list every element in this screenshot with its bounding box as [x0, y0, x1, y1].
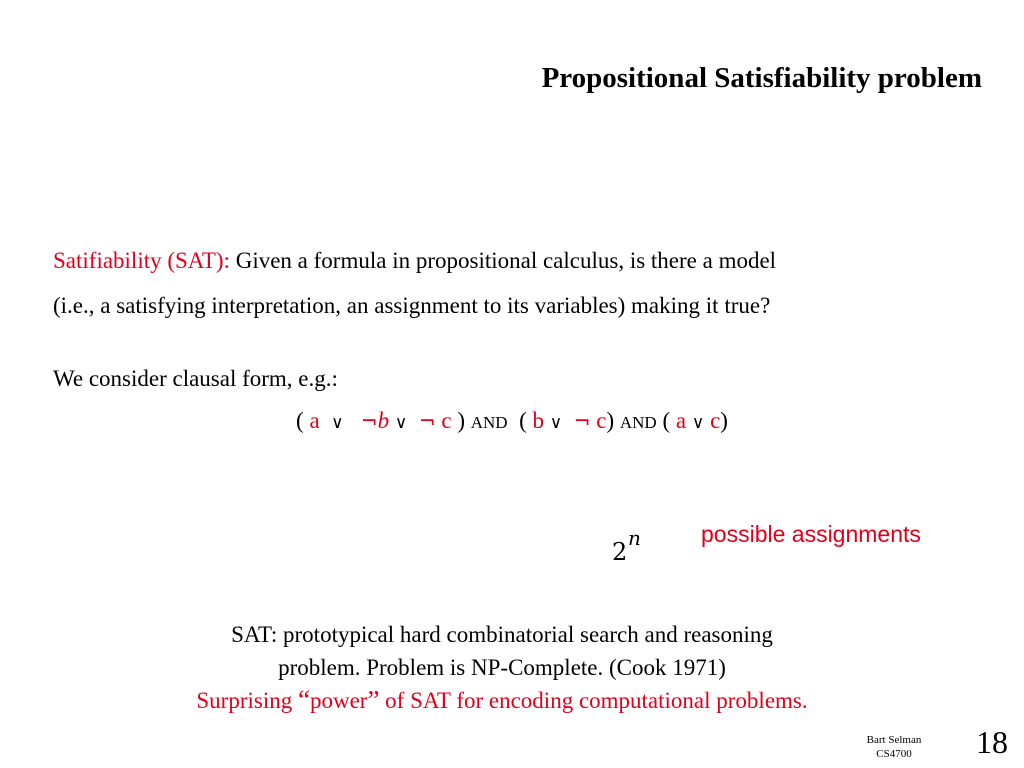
- page-number: 18: [976, 724, 1008, 760]
- var-c: c: [441, 408, 452, 433]
- var-b: b: [377, 408, 390, 433]
- summary-line-3-a: Surprising: [196, 688, 298, 713]
- paren-close: ): [457, 408, 465, 433]
- or-symbol: ∨: [331, 413, 344, 433]
- example-formula: [0, 408, 1024, 434]
- and-keyword: AND: [619, 413, 657, 432]
- summary-line-3-c: of SAT for encoding computational problems.: [379, 688, 808, 713]
- not-symbol: ¬: [360, 409, 378, 433]
- summary-line-1: SAT: prototypical hard combinatorial search and reasoning: [231, 622, 773, 647]
- footer-credit: [854, 733, 934, 761]
- power-base: 2: [612, 538, 628, 566]
- or-symbol: ∨: [549, 413, 563, 433]
- paren-close: ): [606, 408, 615, 433]
- definition-text-1: Given a formula in propositional calculus, is there a model: [229, 248, 777, 273]
- footer-course: CS4700: [876, 748, 912, 760]
- sat-summary: [0, 618, 1004, 717]
- paren-close: ): [720, 408, 728, 433]
- possible-assignments-label: possible assignments: [701, 521, 921, 547]
- var-c: c: [710, 408, 721, 433]
- var-a: a: [675, 408, 687, 433]
- power-exponent: n: [628, 526, 641, 550]
- var-b: b: [532, 408, 545, 433]
- paren-open: (: [519, 408, 527, 433]
- or-symbol: ∨: [394, 413, 408, 433]
- and-keyword: AND: [470, 413, 508, 432]
- slide-title: Propositional Satisfiability problem: [541, 62, 982, 94]
- summary-line-3-b: power: [309, 688, 368, 713]
- quote-open: “: [297, 685, 310, 715]
- paren-open: (: [296, 408, 304, 433]
- clausal-form-intro: We consider clausal form, e.g.:: [53, 366, 338, 391]
- footer-author: Bart Selman: [866, 734, 922, 746]
- quote-close: ”: [367, 685, 380, 715]
- definition-line-1: [53, 238, 993, 283]
- summary-line-2: problem. Problem is NP-Complete. (Cook 1971): [278, 655, 726, 680]
- definition-line-2: (i.e., a satisfying interpretation, an assignment to its variables) making it true?: [53, 293, 771, 318]
- not-symbol: ¬: [418, 409, 436, 433]
- or-symbol: ∨: [691, 413, 705, 433]
- sat-definition: [53, 238, 993, 328]
- paren-open: (: [662, 408, 671, 433]
- summary-line-3: [0, 684, 1004, 717]
- var-a: a: [309, 408, 320, 433]
- var-c: c: [596, 408, 607, 433]
- not-symbol: ¬: [573, 409, 591, 433]
- definition-term: Satifiability (SAT):: [53, 248, 230, 273]
